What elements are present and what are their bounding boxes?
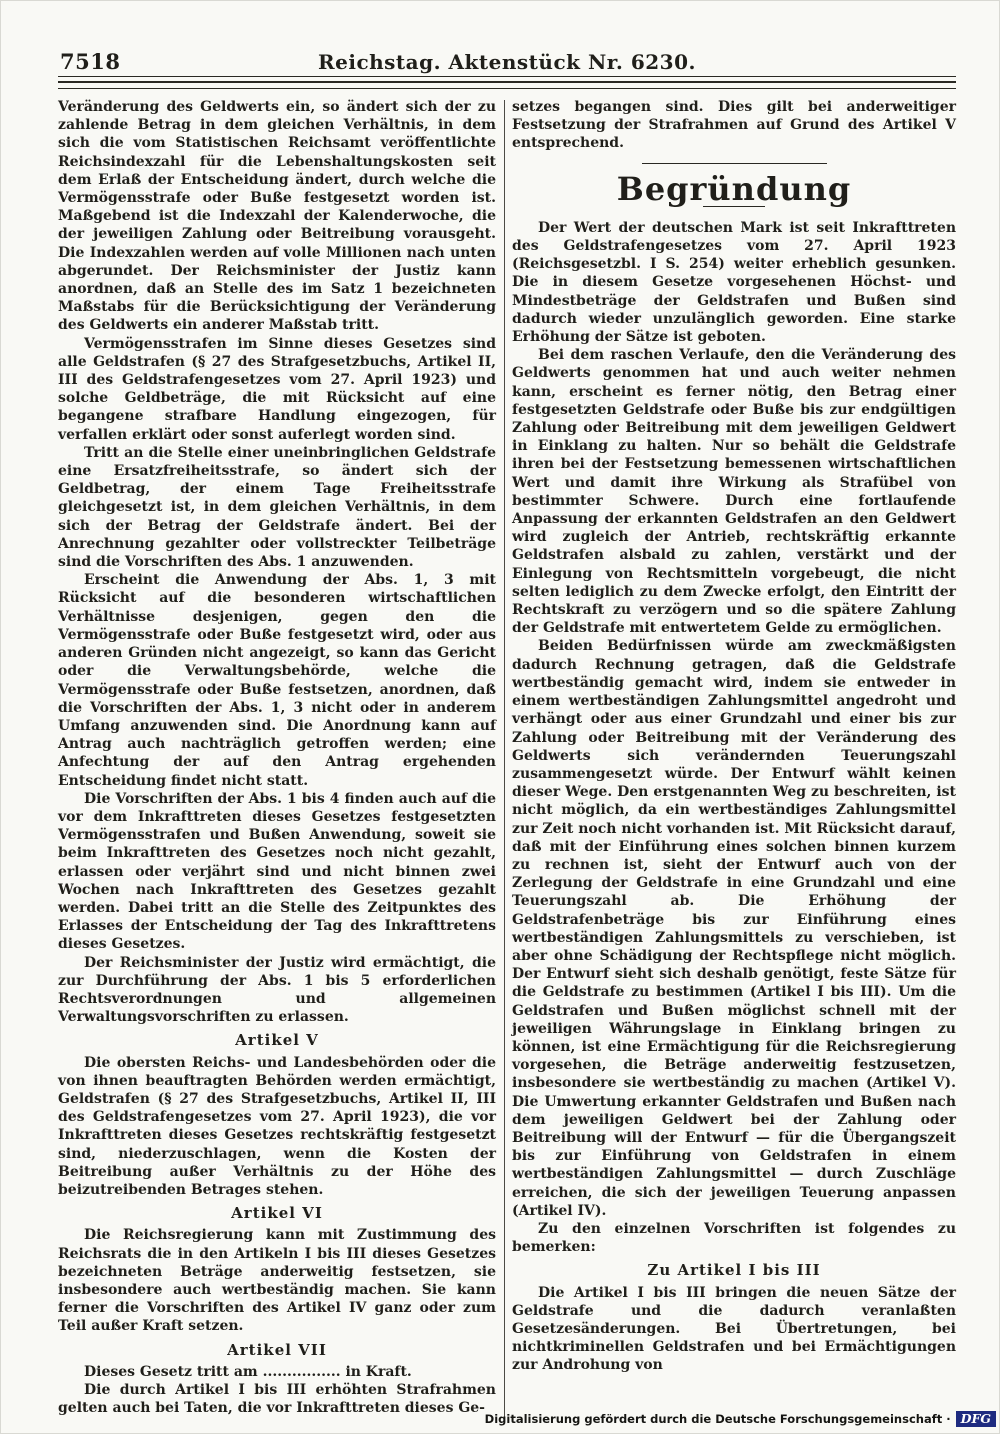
paragraph: Zu den einzelnen Vorschriften ist folgendes zu bemerken:	[512, 1220, 956, 1256]
artikel-vi-heading: Artikel VI	[231, 1204, 323, 1223]
paragraph: Vermögensstrafen im Sinne dieses Gesetzes sind alle Geldstrafen (§ 27 des Strafgesetzbuchs, Artikel II, III des Geldstrafengesetzes vom 27. April 1923) und solche Geldbeträge, die mit Rücksicht auf eine begangene strafbare Handlung eingezogen, für verfallen erklärt oder sonst auferlegt worden sind.	[58, 335, 496, 443]
paragraph: Tritt an die Stelle einer uneinbringlichen Geldstrafe eine Ersatzfreiheitsstrafe, so ändert sich der Geldbetrag, der einem Tage Freiheitsstrafe gleichgesetzt ist, in dem gleichen Verhältnis, in dem sich der Betrag der Geldstrafe ändert. Bei der Anrechnung gezahlter oder vollstreckter Teilbeträge sind die Vorschriften des Abs. 1 anzuwenden.	[58, 444, 496, 571]
paragraph: Die obersten Reichs- und Landesbehörden oder die von ihnen beauftragten Behörden werden ermächtigt, Geldstrafen (§ 27 des Strafgesetzbuchs, Artikel II, III des Geldstrafengesetzes vom 27. April 1923), die vor Inkrafttreten dieses Gesetzes rechtskräftig festgesetzt sind, niederzuschlagen, wenn die Kosten der Beitreibung außer Verhältnis zu der Höhe des beizutreibenden Betrages stehen.	[58, 1054, 496, 1198]
credit-text: Digitalisierung gefördert durch die Deutsche Forschungsgemeinschaft ·	[484, 1412, 951, 1426]
text-columns	[58, 98, 956, 1417]
paragraph: Veränderung des Geldwerts ein, so ändert sich der zu zahlende Betrag in dem gleichen Verhältnis, in dem sich die vom Statistischen Reichsamt veröffentlichte Reichsindexzahl für die Lebenshaltungskosten seit dem Erlaß der Entscheidung ändert, durch welche die Vermögensstrafe oder Buße festgesetzt worden ist. Maßgebend ist die Indexzahl der Kalenderwoche, die der jeweiligen Zahlung oder Beitreibung vorausgeht. Die Indexzahlen werden auf volle Millionen nach unten abgerundet. Der Reichsminister der Justiz kann anordnen, daß an Stelle des im Satz 1 bezeichneten Maßstabs für die Berücksichtigung der Veränderung des Geldwerts ein anderer Maßstab tritt.	[58, 99, 496, 334]
page-title: Reichstag. Aktenstück Nr. 6230.	[318, 50, 696, 74]
paragraph: setzes begangen sind. Dies gilt bei anderweitiger Festsetzung der Strafrahmen auf Grund des Artikel V entsprechend.	[512, 99, 956, 152]
left-column	[58, 98, 496, 1417]
right-column	[512, 98, 956, 1417]
paragraph: Die Artikel I bis III bringen die neuen Sätze der Geldstrafe und die dadurch veranlaßten Gesetzesänderungen. Bei Übertretungen, bei nichtkriminellen Geldstrafen und bei Ermächtigungen zur Androhung von	[512, 1284, 956, 1374]
paragraph: Bei dem raschen Verlaufe, den die Veränderung des Geldwerts genommen hat und auch weiter nehmen kann, erscheint es ferner nötig, den Betrag einer festgesetzten Geldstrafe oder Buße bis zur endgültigen Zahlung oder Beitreibung mit dem jeweiligen Geldwert in Einklang zu halten. Nur so behält die Geldstrafe ihren bei der Festsetzung bemessenen wirtschaftlichen Wert und damit ihre Wirkung als Strafübel von bestimmter Schwere. Durch eine fortlaufende Anpassung der erkannten Geldstrafen an den Geldwert wird zugleich der Antrieb, rechtskräftig erkannte Geldstrafen alsbald zu zahlen, verstärkt und der Einlegung von Rechtsmitteln vorgebeugt, die nicht selten lediglich zu dem Zwecke erfolgt, den Eintritt der Rechtskraft zu verzögern und so die spätere Zahlung der Geldstrafe mit entwertetem Gelde zu ermöglichen.	[512, 347, 956, 637]
column-divider	[504, 100, 505, 1417]
artikel-vii-heading: Artikel VII	[227, 1340, 327, 1359]
paragraph: Der Reichsminister der Justiz wird ermächtigt, die zur Durchführung der Abs. 1 bis 5 erforderlichen Rechtsverordnungen und allgemeinen Verwaltungsvorschriften zu erlassen.	[58, 954, 496, 1026]
header-rule	[58, 81, 956, 89]
dfg-logo: DFG	[956, 1411, 996, 1427]
zu-artikel-heading: Zu Artikel I bis III	[647, 1261, 821, 1280]
paragraph: Erscheint die Anwendung der Abs. 1, 3 mit Rücksicht auf die besonderen wirtschaftlichen Verhältnisse desjenigen, gegen den die Vermögensstrafe oder Buße festgesetzt wird, oder aus anderen Gründen nicht angezeigt, so kann das Gericht oder die Verwaltungsbehörde, welche die Vermögensstrafe oder Buße festsetzen, anordnen, daß die Vorschriften der Abs. 1, 3 nicht oder in anderem Umfang anzuwenden sind. Die Anordnung kann auf Antrag auch nachträglich getroffen werden; eine Anfechtung der auf den Antrag ergehenden Entscheidung findet nicht statt.	[58, 572, 496, 789]
begruendung-heading: Begründung	[616, 169, 852, 208]
artikel-v-heading: Artikel V	[235, 1031, 319, 1050]
section-separator-rule	[642, 163, 827, 164]
paragraph: Die Vorschriften der Abs. 1 bis 4 finden auch auf die vor dem Inkrafttreten dieses Gesetzes festgesetzten Vermögensstrafen und Bußen Anwendung, soweit sie beim Inkrafttreten des Gesetzes noch nicht gezahlt, erlassen oder verjährt sind und nicht binnen zwei Wochen nach Inkrafttreten des Gesetzes gezahlt werden. Dabei tritt an die Stelle des Zeitpunktes des Erlasses der Entscheidung der Tag des Inkrafttretens dieses Gesetzes.	[58, 790, 496, 953]
paragraph: Die durch Artikel I bis III erhöhten Strafrahmen gelten auch bei Taten, die vor Inkrafttreten dieses Ge-	[58, 1382, 496, 1417]
digitization-credit	[485, 1411, 996, 1427]
paragraph: Die Reichsregierung kann mit Zustimmung des Reichsrats die in den Artikeln I bis III dieses Gesetzes bezeichneten Beträge anderweitig festsetzen, sie insbesondere auch wertbeständig machen. Sie kann ferner die Vorschriften des Artikel IV ganz oder zum Teil außer Kraft setzen.	[58, 1227, 496, 1335]
paragraph: Der Wert der deutschen Mark ist seit Inkrafttreten des Geldstrafengesetzes vom 27. April 1923 (Reichsgesetzbl. I S. 254) weiter erheblich gesunken. Die in diesem Gesetze vorgesehenen Höchst- und Mindestbeträge der Geldstrafen und Bußen sind dadurch wieder unzulänglich geworden. Eine starke Erhöhung der Sätze ist geboten.	[512, 219, 956, 346]
page-header	[58, 46, 956, 77]
paragraph: Dieses Gesetz tritt am ................ in Kraft.	[84, 1363, 412, 1380]
paragraph: Beiden Bedürfnissen würde am zweckmäßigsten dadurch Rechnung getragen, daß die Geldstrafe wertbeständig gemacht wird, indem sie entweder in einem wertbeständigen Zahlungsmittel angedroht und verhängt oder aus einer Grundzahl und einer bis zur Zahlung oder Beitreibung mit der Veränderung des Geldwerts sich verändernden Teuerungszahl zusammengesetzt würde. Der Entwurf wählt keinen dieser Wege. Den erstgenannten Weg zu beschreiten, ist nicht möglich, da ein wertbeständiges Zahlungsmittel zur Zeit noch nicht vorhanden ist. Mit Rücksicht darauf, daß mit der Einführung eines solchen binnen kurzem zu rechnen ist, sieht der Entwurf auch von der Zerlegung der Geldstrafe in eine Grundzahl und eine Teuerungszahl ab. Die Erhöhung der Geldstrafenbeträge bis zur Einführung eines wertbeständigen Zahlungsmittels zu verschieben, ist aber ohne Schädigung der Rechtspflege nicht möglich. Der Entwurf sieht sich deshalb genötigt, feste Sätze für die Geldstrafe zu bestimmen (Artikel I bis III). Um die Geldstrafen und Bußen möglichst schnell mit der jeweiligen Währungslage in Einklang bringen zu können, ist eine Ermächtigung für die Reichsregierung vorgesehen, die Beträge anderweitig festzusetzen, insbesondere sie wertbeständig zu machen (Artikel V). Die Umwertung erkannter Geldstrafen und Bußen nach dem jeweiligen Geldwert bei der Zahlung oder Beitreibung will der Entwurf — für die Übergangszeit bis zur Einführung von Geldstrafen in einem wertbeständigen Zahlungsmittel — durch Zuschläge erreichen, die sich der jeweiligen Teuerung anpassen (Artikel IV).	[512, 638, 956, 1219]
page-number: 7518	[60, 49, 121, 74]
